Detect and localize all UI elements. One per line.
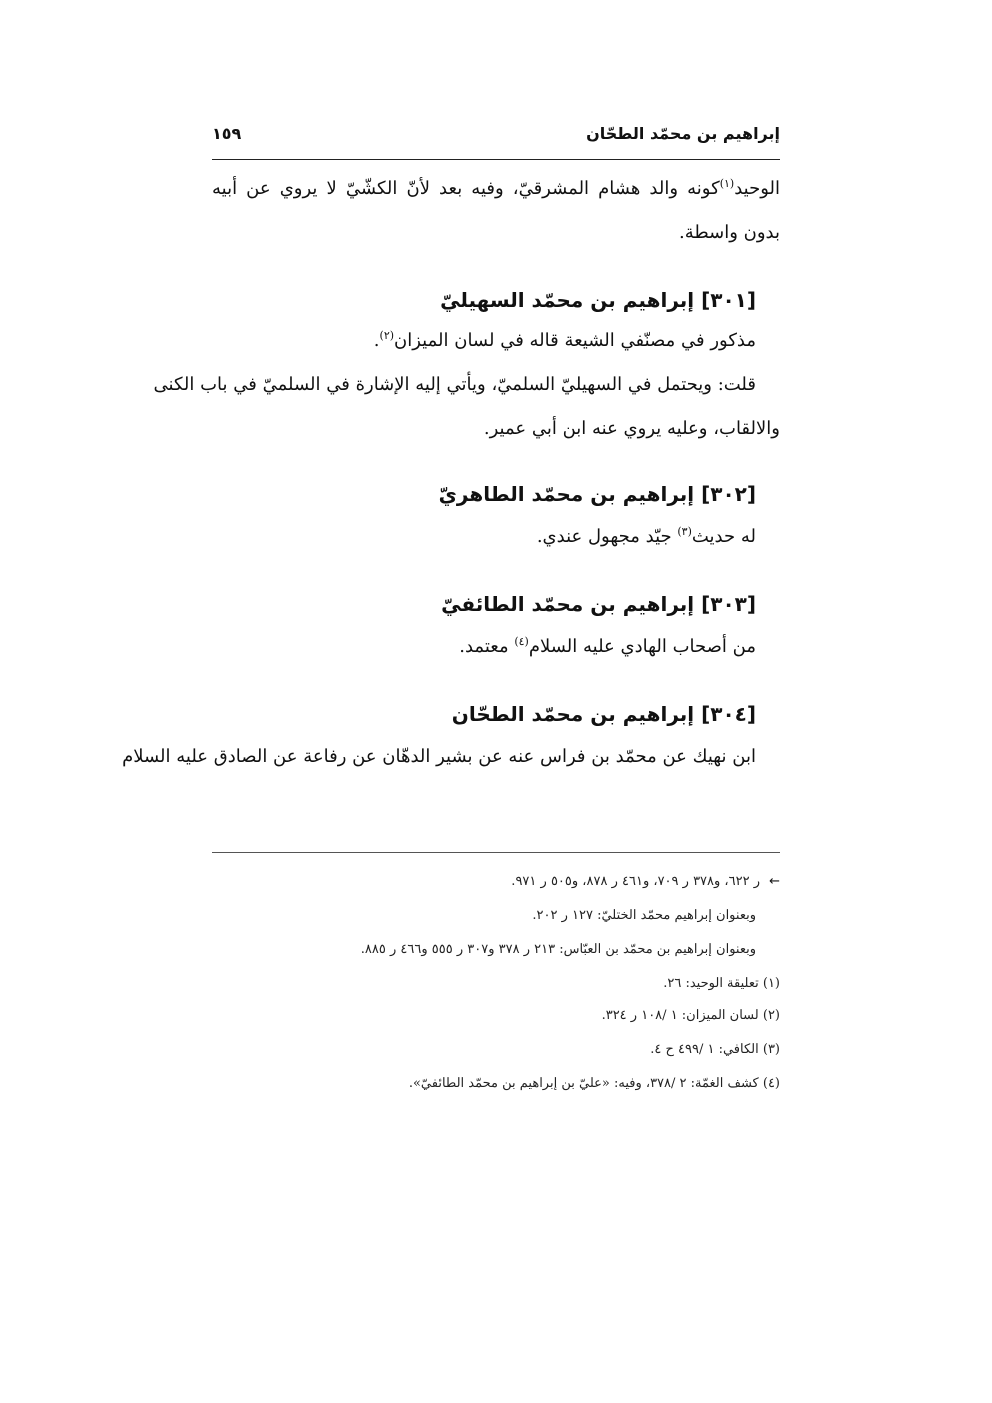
footnote-line: وبعنوان إبراهيم محمّد الختليّ: ١٢٧ ر ٢٠٢.	[532, 908, 756, 923]
text-run: من أصحاب الهادي عليه السلام	[528, 636, 756, 657]
paragraph-line: ابن نهيك عن محمّد بن فراس عنه عن بشير الدهّان عن رفاعة عن الصادق عليه السلام	[122, 746, 756, 767]
text-run: مذكور في مصنّفي الشيعة قاله في لسان الميزان	[394, 330, 756, 351]
entry-heading: [٣٠٤] إبراهيم بن محمّد الطحّان	[451, 702, 756, 726]
paragraph-line	[374, 328, 756, 354]
footnote-ref: (٢)	[379, 329, 395, 342]
footnote: (٤) كشف الغمّة: ٢ /٣٧٨، وفيه: «عليّ بن إبراهيم بن محمّد الطائفيّ».	[408, 1076, 780, 1091]
footnote: (١) تعليقة الوحيد: ٢٦.	[663, 976, 780, 991]
footnote-ref: (١)	[719, 177, 735, 190]
text-run: له حديث	[691, 526, 756, 547]
paragraph-line	[459, 634, 756, 660]
text-run: معتمد.	[459, 636, 515, 657]
paragraph-line	[212, 176, 780, 202]
text-run: جيّد مجهول عندي.	[536, 526, 678, 547]
paragraph-line	[537, 524, 756, 550]
paragraph-line: والالقاب، وعليه يروي عنه ابن أبي عمير.	[483, 418, 780, 439]
footnote: (٢) لسان الميزان: ١ /١٠٨ ر ٣٢٤.	[601, 1008, 780, 1023]
running-header-title: إبراهيم بن محمّد الطحّان	[586, 124, 780, 143]
text-run: .	[373, 330, 380, 351]
footnote: (٣) الكافي: ١ /٤٩٩ ح ٤.	[650, 1042, 780, 1057]
paragraph-line: قلت: ويحتمل في السهيليّ السلميّ، ويأتي إليه الإشارة في السلميّ في باب الكنى	[153, 374, 756, 395]
text-run: كونه والد هشام المشرقيّ، وفيه بعد لأنّ الكشّيّ لا يروي عن أبيه	[212, 178, 720, 199]
footnote-line: وبعنوان إبراهيم بن محمّد بن العبّاس: ٢١٣ ر ٣٧٨ و٣٠٧ ر ٥٥٥ و٤٦٦ ر ٨٨٥.	[360, 942, 756, 957]
entry-heading: [٣٠٢] إبراهيم بن محمّد الطاهريّ	[438, 482, 756, 506]
footnote-divider	[212, 852, 780, 853]
text-run: الوحيد	[734, 178, 780, 199]
paragraph-line: بدون واسطة.	[678, 222, 780, 243]
footnote-line: ر ٦٢٢، و٣٧٨ ر ٧٠٩، و٤٦١ ر ٨٧٨، و٥٠٥ ر ٩٧١.	[511, 874, 760, 889]
entry-heading: [٣٠١] إبراهيم بن محمّد السهيليّ	[440, 288, 756, 312]
page-number: ١٥٩	[212, 124, 242, 143]
footnote-ref: (٤)	[514, 635, 529, 648]
footnote-ref: (٣)	[677, 525, 692, 538]
entry-heading: [٣٠٣] إبراهيم بن محمّد الطائفيّ	[441, 592, 756, 616]
continuation-arrow-icon: ←	[769, 874, 780, 889]
header-divider	[212, 159, 780, 160]
